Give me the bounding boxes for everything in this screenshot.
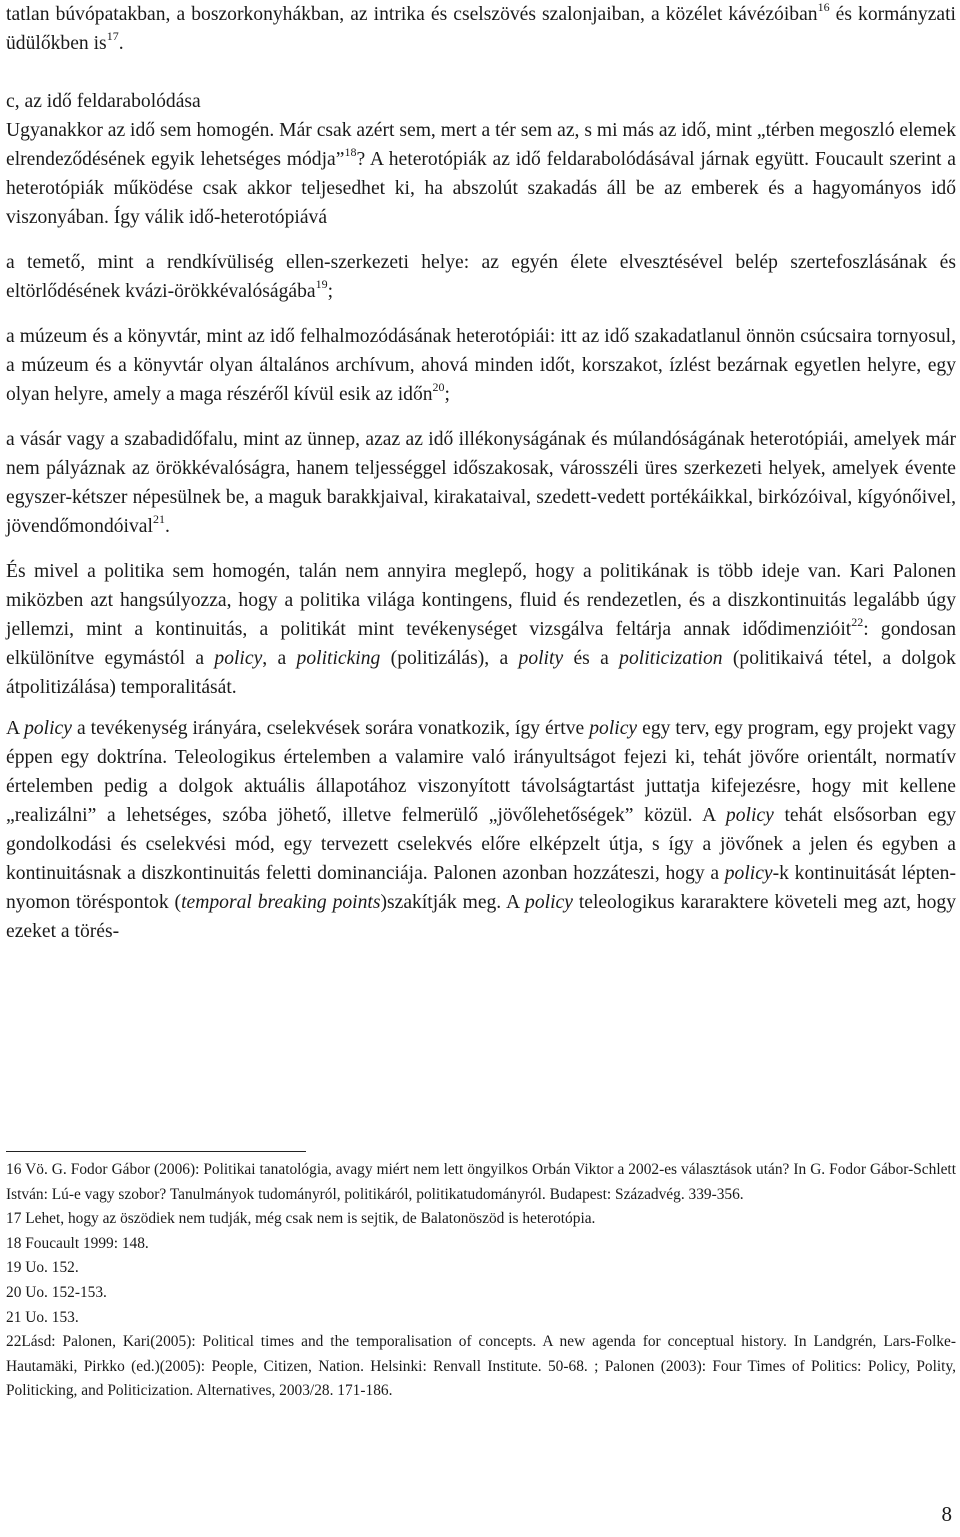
text-run: , a <box>262 648 297 669</box>
text-run: ; <box>327 281 334 302</box>
footnote: 20 Uo. 152-153. <box>6 1283 107 1301</box>
text-run: és a <box>563 648 620 669</box>
text-run: a temető, mint a rendkívüliség ellen-szerkezeti helye: az egyén élete elvesztésével belép szertefoszlásának és eltörlődésének kvázi-örökkévalóságába <box>6 252 956 302</box>
footnotes <box>6 1151 956 1404</box>
italic-term: polity <box>518 648 564 669</box>
section-heading: c, az idő feldarabolódása <box>6 91 201 112</box>
italic-term: policy <box>24 718 72 739</box>
italic-term: policy <box>214 648 263 669</box>
text-run: tehát elsősorban egy gondolkodási és cselekvési mód, egy tervezett cselekvés előre elképzelt útja, s így a jövőnek a jelen és egyben a kontinuitásnak a diszkontinuitás feletti dominanciája. Palonen azonban hozzáteszi, hogy a <box>6 805 956 884</box>
body-text <box>6 0 956 946</box>
text-run: (politizálás), a <box>380 648 519 669</box>
footnote: 19 Uo. 152. <box>6 1259 79 1277</box>
footnote-ref[interactable]: 19 <box>315 277 328 292</box>
footnote-divider <box>6 1151 306 1152</box>
footnote: 21 Uo. 153. <box>6 1308 79 1326</box>
text-run: A <box>6 718 25 739</box>
text-run: a múzeum és a könyvtár, mint az idő felhalmozódásának heterotópiái: itt az idő szakadatlanul önnön csúcsaira tornyosul, a múzeum és a könyvtár olyan általános archívum, ahová minden időt, korszakot, ízlést bezárnak egyetlen helyre, egy olyan helyre, amely a maga részéről kívül esik az időn <box>6 326 956 405</box>
text-run: . <box>164 516 170 537</box>
italic-term: temporal breaking points <box>181 892 381 913</box>
footnote: 17 Lehet, hogy az öszödiek nem tudják, még csak nem is sejtik, de Balatonöszöd is heterotópia. <box>6 1210 596 1228</box>
paragraph <box>6 714 956 946</box>
text-run: Ugyanakkor az idő sem homogén. Már csak azért sem, mert a tér sem az, s mi más az idő, mint „térben megoszló elemek elrendeződésének egyik lehetséges módja” <box>6 120 956 170</box>
paragraph <box>6 116 956 232</box>
text-run: )szakítják meg. A <box>380 892 526 913</box>
continued-paragraph <box>6 0 956 58</box>
footnote-ref[interactable]: 22 <box>851 615 864 630</box>
text-run: tatlan búvópatakban, a boszorkonyhákban, az intrika és cselszövés szalonjaiban, a közélet kávézóiban <box>6 4 818 25</box>
text-run: . <box>118 33 124 54</box>
text-run: egy terv, egy program, egy projekt vagy éppen egy doktrína. Teleologikus értelemben a valamire való irányultságot fejezi ki, tehát jövőre orientált, normatív értelemben pedig a dolgok aktuális állapotához viszonyított távolságtartást juttatja kifejezésre, hogy mit kellene „realizálni” a lehetséges, szóba jöhető, illetve felmerülő „jövőlehetőségek” közül. A <box>6 718 956 826</box>
footnote: 22Lásd: Palonen, Kari(2005): Political times and the temporalisation of concepts. A new agenda for conceptual history. In Landgrén, Lars-Folke-Hautamäki, Pirkko (ed.)(2005): People, Citizen, Nation. Helsinki: Renvall Institute. 50-68. ; Palonen (2003): Four Times of Politics: Policy, Polity, Politicking, and Politicization. Alternatives, 2003/28. 171-186. <box>6 1333 956 1400</box>
text-run: ? A heterotópiák az idő feldarabolódásával járnak együtt. Foucault szerint a heterotópiák működése csak akkor teljesedhet ki, ha abszolút szakadás áll be az emberek és a hagyományos idő viszonyában. Így válik idő-heterotópiává <box>6 149 956 228</box>
text-run: ; <box>444 384 450 405</box>
paragraph <box>6 557 956 702</box>
italic-term: politicking <box>296 648 381 669</box>
footnote: 18 Foucault 1999: 148. <box>6 1234 149 1252</box>
footnote-ref[interactable]: 17 <box>106 29 119 44</box>
page-number: 8 <box>941 1502 952 1526</box>
list-item <box>6 248 956 306</box>
text-run: : gondosan elkülönítve egymástól a <box>6 619 957 669</box>
text-run: a vásár vagy a szabadidőfalu, mint az ünnep, azaz az idő illékonyságának és múlandóságának heterotópiái, amelyek már nem pályáznak az örökkévalóságra, hanem teljességgel időszakosak, városszéli üres szerkezeti helyek, amelyek évente egyszer-kétszer népesülnek be, a maguk barakkjaival, kirakataival, szedett-vedett portékáikkal, birkózóival, kígyónőivel, jövendőmondóival <box>6 429 956 537</box>
italic-term: policy <box>589 718 638 739</box>
italic-term: politicization <box>619 648 723 669</box>
text-run: (politikaivá tétel, a dolgok átpolitizálása) temporalitását. <box>6 648 956 698</box>
list-item <box>6 322 956 409</box>
footnote-ref[interactable]: 20 <box>432 380 445 395</box>
document-page <box>6 0 956 946</box>
footnote-ref[interactable]: 21 <box>152 512 165 527</box>
italic-term: policy <box>525 892 573 913</box>
italic-term: policy <box>725 805 774 826</box>
text-run: teleologikus kararaktere követeli meg azt, hogy ezeket a törés- <box>6 892 957 942</box>
text-run: és kormányzati üdülőkben is <box>6 4 956 54</box>
footnote-ref[interactable]: 18 <box>344 145 357 160</box>
text-run: a tevékenység irányára, cselekvések sorára vonatkozik, így értve <box>71 718 590 739</box>
italic-term: policy <box>724 863 773 884</box>
footnote-ref[interactable]: 16 <box>817 0 830 15</box>
footnote: 16 Vö. G. Fodor Gábor (2006): Politikai tanatológia, avagy miért nem lett öngyilkos Orbán Viktor a 2002-es választások után? In G. Fodor Gábor-Schlett István: Lú-e vagy szobor? Tanulmányok tudományról, politikáról, politikatudományról. Budapest: Századvég. 339-356. <box>6 1161 956 1203</box>
list-item <box>6 425 956 541</box>
text-run: És mivel a politika sem homogén, talán nem annyira meglepő, hogy a politikának is több ideje van. Kari Palonen miközben azt hangsúlyozza, hogy a politika világa kontingens, fluid és rendezetlen, és a diszkontinuitás legalább úgy jellemzi, mint a kontinuitás, a politikát mint tevékenységet vizsgálva feltárja annak idődimenzióit <box>6 561 956 640</box>
text-run: -k kontinuitását lépten-nyomon töréspontok ( <box>6 863 956 913</box>
